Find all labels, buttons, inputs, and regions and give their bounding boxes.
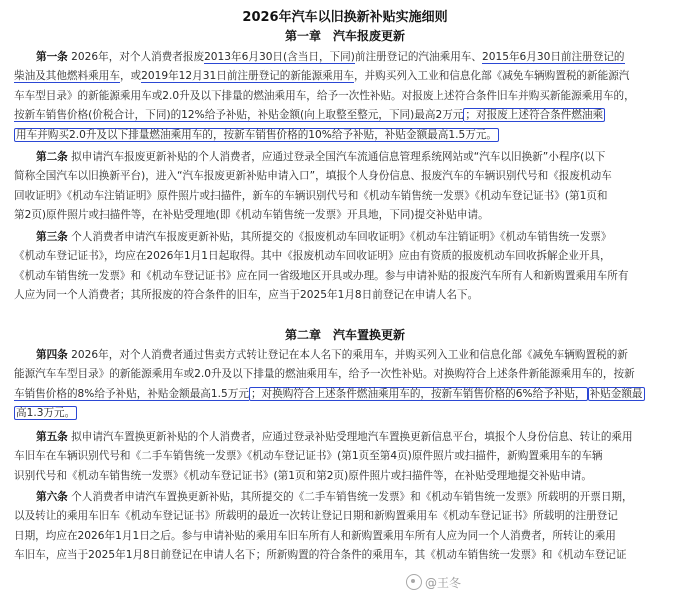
article-label: 第一条 [36,51,68,63]
chapter-1-title: 第一章 汽车报废更新 [284,29,405,43]
chapter-2-title: 第二章 汽车置换更新 [284,328,405,342]
article-2: 第二条 拟申请汽车报废更新补贴的个人消费者，应通过登录全国汽车流通信息管理系统网站或“汽车以旧换新”小程序(以下 简称全国汽车以旧换新平台)，进入“汽车报废更新补贴申请入口”，填报个人身份信息、报废汽车的车辆识别代号和《报废机动车 回收证明》《机动车注销证明》原件照片或扫描件，新车的车辆识别代号和《机动车销售统一发票》《机动车登记证书》(第1页和 第2页)原件照片或扫描件等，在补贴受理地(即《机动车销售统一发票》开具地，下同)提交补贴申请。 [14,151,612,222]
highlight-box: ；对换购符合上述条件燃油乘用车的，按新车销售价格的6%给予补贴， [250,387,586,400]
article-5: 第五条 拟申请汽车置换更新补贴的个人消费者，应通过登录补贴受理地汽车置换更新信息平台，填报个人身份信息、转让的乘用 车旧车在车辆识别代号和《二手车销售统一发票》《机动车登记证书》(第1页至第4页)原件照片或扫描件，新购置乘用车的车辆 识别代号和《机动车销售统一发票》《机动车登记证书》(第1页和第2页)原件照片或扫描件等，在补贴受理地提交补贴申请。 [14,431,633,482]
weibo-watermark [406,574,461,591]
highlight-box: 高1.3万元。 [16,407,76,420]
article-3: 第三条 个人消费者申请汽车报废更新补贴，其所提交的《报废机动车回收证明》《机动车注销证明》《机动车销售统一发票》 《机动车登记证书》，均应在2026年1月1日起取得。其中《报废机动车回收证明》应由有资质的报废机动车回收拆解企业开具， 《机动车销售统一发票》和《机动车登记证书》应在同一省级地区开具或办理。参与申请补贴的报废汽车所有人和新购置乘用车所有 人应为同一个人消费者；其所报废的符合条件的旧车，应当于2025年1月8日前登记在申请人名下。 [14,231,629,302]
article-4: 第四条 2026年，对个人消费者通过售卖方式转让登记在本人名下的乘用车，并购买列入工业和信息化部《减免车辆购置税的新 能源汽车车型目录》的新能源乘用车或2.0升及以下排量的燃油乘用车，给予一次性补贴。对换购符合上述条件新能源乘用车的，按新 车销售价格的8%给予补贴，补贴金额最高1.5万元 ；对换购符合上述条件燃油乘用车的，按新车销售价格的6%给予补贴， 补贴金额最 高1.3万元。 [14,349,643,420]
article-6: 第六条 个人消费者申请汽车置换更新补贴，其所提交的《二手车销售统一发票》和《机动车销售统一发票》所载明的开票日期， 以及转让的乘用车旧车《机动车登记证书》所载明的最近一次转让登记日期和新购置乘用车《机动车登记证书》所载明的注册登记 日期，均应在2026年1月1日之后。参与申请补贴的乘用车旧车所有人和新购置乘用车所有人应为同一个人消费者，所转让的乘用 车旧车，应当于2025年1月8日前登记在申请人名下；所新购置的符合条件的乘用车，其《机动车销售统一发票》和《机动车登记证 [14,491,633,562]
article-label: 第四条 [36,349,68,361]
highlight-underline: 2015年6月30日前注册登记的 [481,51,625,63]
highlight-box: 补贴金额最 [589,387,643,400]
article-label: 第三条 [36,231,68,243]
article-1: 第一条 2026年，对个人消费者报废2013年6月30日(含当日，下同)前注册登记的汽油乘用车、2015年6月30日前注册登记的 柴油及其他燃料乘用车，或2019年12月31日前注册登记的新能源乘用车，并购买列入工业和信息化部《减免车辆购置税的新能源汽 车车型目录》的新能源乘用车或2.0升及以下排量的燃油乘用车，给予一次性补贴。对报废上述符合条件旧车并购买新能源乘用车的， 按新车销售价格(价税合计，下同)的12%给予补贴，补贴金额(向上取整至整元，下同)最高2万元 ；对报废上述符合条件燃油乘 用车并购买2.0升及以下排量燃油乘用车的，按新车销售价格的10%给予补贴，补贴金额最高1.5万元。 [14,51,635,141]
weibo-icon [406,574,422,590]
document-title: 2026年汽车以旧换新补贴实施细则 [242,10,448,25]
highlight-underline: 车销售价格的8%给予补贴，补贴金额最高1.5万元 [14,387,249,400]
highlight-underline: 柴油及其他燃料乘用车 [14,70,120,83]
article-label: 第六条 [36,491,68,503]
highlight-underline: 按新车销售价格(价税合计，下同)的12%给予补贴，补贴金额(向上取整至整元，下同)最高2万元 [14,109,464,122]
highlight-box: ；对报废上述符合条件燃油乘 [465,109,604,122]
watermark-text: @王冬 [425,576,462,590]
article-label: 第二条 [36,151,68,163]
highlight-box: 用车并购买2.0升及以下排量燃油乘用车的，按新车销售价格的10%给予补贴，补贴金额最高1.5万元。 [16,128,497,141]
highlight-underline: 2013年6月30日(含当日，下同) [204,51,355,63]
highlight-underline: 2019年12月31日前注册登记的新能源乘用车 [141,70,354,83]
article-label: 第五条 [36,431,68,443]
